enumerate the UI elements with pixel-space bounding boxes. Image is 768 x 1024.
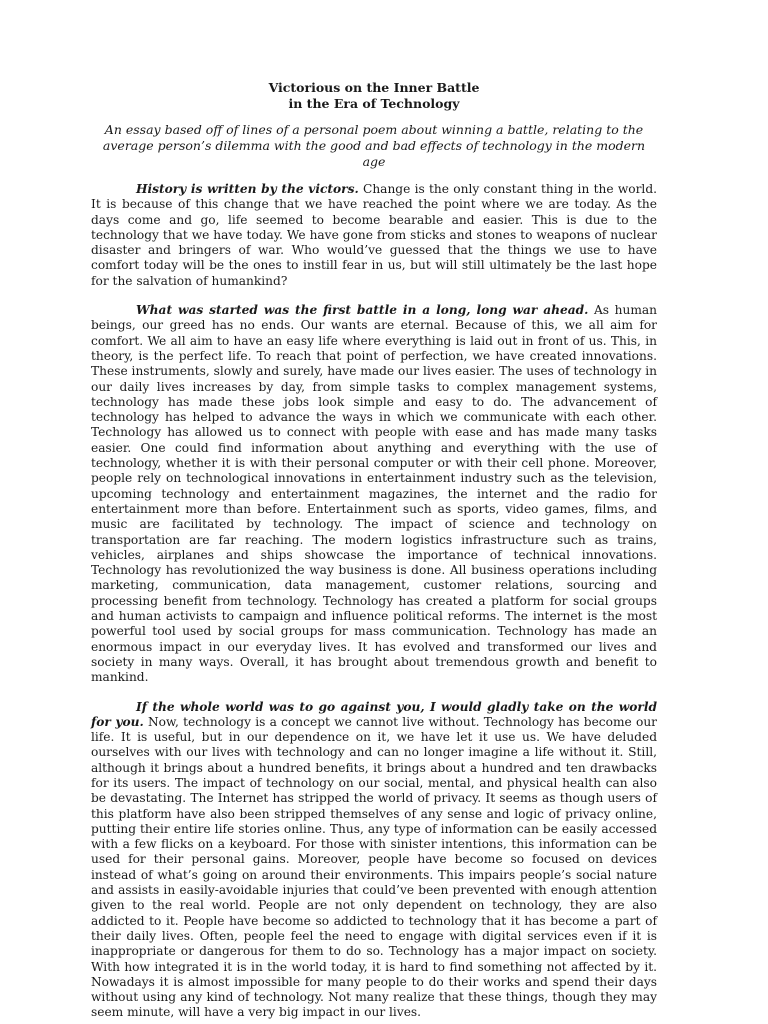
paragraph-2-body: As human beings, our greed has no ends. Our wants are eternal. Because of this, we all aim for comfort. We all aim to have an easy life where everything is laid out in front of us. This, in theory, is the perfect life. To reach that point of perfection, we have created innovations. These instruments, slowly and surely, have made our lives easier. The uses of technology in our daily lives increases by day, from simple tasks to complex management systems, technology has made these jobs look simple and easy to do. The advancement of technology has helped to advance the ways in which we communicate with each other. Technology has allowed us to connect with people with ease and has made many tasks easier. One could find information about anything and everything with the use of technology, whether it is with their personal computer or with their cell phone. Moreover, people rely on technological innovations in entertainment industry such as the television, upcoming technology and entertainment magazines, the internet and the radio for entertainment more than before. Entertainment such as sports, video games, films, and music are facilitated by technology. The impact of science and technology on transportation are far reaching. The modern logistics infrastructure such as trains, vehicles, airplanes and ships showcase the importance of technical innovations. Technology has revolutionized the way business is done. All business operations including marketing, communication, data management, customer relations, sourcing and processing benefit from technology. Technology has created a platform for social groups and human activists to campaign and influence political reforms. The internet is the most powerful tool used by social groups for mass communication. Technology has made an enormous impact in our everyday lives. It has evolved and transformed our lives and society in many ways. Overall, it has brought about tremendous growth and benefit to mankind. — [91, 303, 657, 685]
paragraph-3 — [91, 700, 657, 1021]
paragraph-3-body: Now, technology is a concept we cannot live without. Technology has become our life. It is useful, but in our dependence on it, we have let it use us. We have deluded ourselves with our lives with technology and can no longer imagine a life without it. Still, although it brings about a hundred benefits, it brings about a hundred and ten drawbacks for its users. The impact of technology on our social, mental, and physical health can also be devastating. The Internet has stripped the world of privacy. It seems as though users of this platform have also been stripped themselves of any sense and logic of privacy online, putting their entire life stories online. Thus, any type of information can be easily accessed with a few flicks on a keyboard. For those with sinister intentions, this information can be used for their personal gains. Moreover, people have become so focused on devices instead of what’s going on around their environments. This impairs people’s social nature and assists in easily-avoidable injuries that could’ve been prevented with enough attention given to the real world. People are not only dependent on technology, they are also addicted to it. People have become so addicted to technology that it has become a part of their daily lives. Often, people feel the need to engage with digital services even if it is inappropriate or dangerous for them to do so. Technology has a major impact on society. With how integrated it is in the world today, it is hard to find something not affected by it. Nowadays it is almost impossible for many people to do their works and spend their days without using any kind of technology. Not many realize that these things, though they may seem minute, will have a very big impact in our lives. — [91, 714, 657, 1020]
paragraph-2 — [91, 303, 657, 685]
paragraph-3-lead: If the whole world was to go against you, I would gladly take on the world for you. — [91, 699, 657, 729]
title-line-1: Victorious on the Inner Battle — [268, 80, 480, 95]
paragraph-1 — [91, 182, 657, 289]
paragraph-1-body: Change is the only constant thing in the world. It is because of this change that we have reached the point where we are today. As the days come and go, life seemed to become bearable and easier. This is due to the technology that we have today. We have gone from sticks and stones to weapons of nuclear disaster and bringers of war. Who would’ve guessed that the things we use to have comfort today will be the ones to instill fear in us, but will still ultimately be the last hope for the salvation of humankind? — [91, 182, 658, 288]
title-line-2: in the Era of Technology — [288, 96, 460, 111]
paragraph-2-lead: What was started was the first battle in a long, long war ahead. — [136, 303, 589, 318]
paragraph-1-lead: History is written by the victors. — [136, 182, 359, 196]
document-subtitle: An essay based off of lines of a personal poem about winning a battle, relating to the average person’s dilemma with the good and bad effects of technology in the modern age — [102, 122, 646, 169]
document-title — [91, 80, 657, 112]
